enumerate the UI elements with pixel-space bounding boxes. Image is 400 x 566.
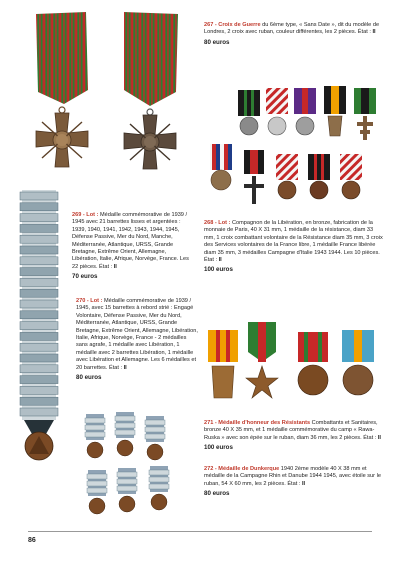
lot-268 <box>204 220 384 274</box>
medal-bar <box>85 418 105 423</box>
lot-description: 1940 2ème modèle 40 X 38 mm et médaille de la Campagne Rhin et Danube 1944 1945, avec étoile sur le ruban, 54 X 60 mm, les 2 pièces. État : <box>204 466 381 487</box>
lot-270 <box>76 298 198 381</box>
lot-number: 270 - Lot : <box>76 298 103 304</box>
medal-disc <box>119 496 135 512</box>
lot-number: 271 - Médaille d'honneur des Résistants <box>204 420 311 426</box>
medal-bar <box>145 434 165 439</box>
medal-bar <box>117 486 137 491</box>
lot-price: 100 euros <box>204 266 233 274</box>
medal-bar <box>20 365 58 373</box>
medal-bar <box>20 343 58 351</box>
medal-bar <box>20 235 58 243</box>
medal-bar <box>117 472 137 477</box>
lot-grade: II <box>113 263 117 270</box>
medal-bar <box>115 423 135 428</box>
lot-description: Compagnon de la Libération, en bronze, fabrication de la monnaie de Paris, 40 X 31 mm, 1 médaille de la résistance, diam 33 mm, 1 croix combattant volontaire de la Résistance diam 35 mm, 3 croix des Services volontaires de la France libre, 1 médaille France libérée diam 35 mm, 3 médailles Campagne d'Italie 1943 1944. Les 10 pièces. État : <box>204 220 383 264</box>
medal-disc <box>89 498 105 514</box>
medal-bar <box>20 214 58 222</box>
lot-price: 70 euros <box>72 273 98 281</box>
lot-number: 269 - Lot : <box>72 212 99 218</box>
medal-disc <box>87 442 103 458</box>
medal-bar <box>20 376 58 384</box>
lot-price: 80 euros <box>76 374 102 382</box>
medal-bar <box>149 484 169 489</box>
medal-disc <box>147 444 163 460</box>
lot-price: 100 euros <box>204 444 233 452</box>
medal-disc <box>151 494 167 510</box>
lot-271 <box>204 420 384 452</box>
lot-description: Combattants et Sanitaires, bronze 40 X 35 mm, et 1 médaille commémorative du camp « Rawa-Ruska » avec son épée sur le ruban, diam 36 mm, les 2 pièces. État : <box>204 420 378 441</box>
lot-grade: II <box>301 480 306 487</box>
page-number: 86 <box>28 537 36 544</box>
medal-bar <box>20 311 58 319</box>
lot-number: 272 - Médaille de Dunkerque <box>204 466 280 472</box>
medal-bar <box>117 479 137 484</box>
footer-rule <box>28 531 372 532</box>
medal-bar <box>20 278 58 286</box>
medal-bar <box>115 416 135 421</box>
medal-bar <box>20 354 58 362</box>
medal-bar <box>149 477 169 482</box>
medal-bar <box>20 408 58 416</box>
lot-grade: II <box>372 29 376 36</box>
lot-grade: II <box>123 364 127 371</box>
medal-bar <box>85 425 105 430</box>
medal-bar <box>20 289 58 297</box>
medal-bar <box>87 481 107 486</box>
lot-grade: II <box>218 257 222 264</box>
photo-lot-270 <box>80 410 198 528</box>
lot-269 <box>72 212 190 281</box>
medal-bar <box>20 332 58 340</box>
lot-description: Médaille commémorative de 1939 / 1945 avec 21 barrettes lisses et argentées : 1939, 1940, 1941, 1942, 1943, 1944, 1945, Défense Passive, Mer du Nord, Manche, Méditerranée, Atlantique, URSS, Grande Bretagne, Extrême Orient, Allemagne, Libération, Italie, Afrique, Norvège, France. Les 22 pièces. État : <box>72 212 189 270</box>
medal-bar <box>20 246 58 254</box>
medal-bar <box>145 427 165 432</box>
photo-lot-268 <box>204 80 384 210</box>
lot-description: Médaille commémorative de 1939 / 1945, avec 15 barrettes à rebord strié : Engagé Volontaire, Défense Passive, Mer du Nord, Méditerranée, Atlantique, URSS, Grande Bretagne, Extrême Orient, Allemagne, Libération, Italie, Afrique, Norvège, France - 2 médailles sans agrafe, 1 médaille avec Libération, 1 médaille avec 2 barrettes Libération, 1 médaille avec Libération et Allemagne. Les 6 médailles et 20 barrettes. État : <box>76 298 198 371</box>
medal-bar <box>145 420 165 425</box>
lot-price: 80 euros <box>204 490 230 498</box>
medal-bar <box>20 203 58 211</box>
medal-bar <box>115 430 135 435</box>
lot-267 <box>204 22 380 46</box>
medal-bar <box>20 192 58 200</box>
lot-272 <box>204 466 384 498</box>
lot-price: 80 euros <box>204 38 230 46</box>
medal-bar <box>20 397 58 405</box>
medal-bar <box>87 474 107 479</box>
medal-bar <box>20 322 58 330</box>
medal-bar <box>20 300 58 308</box>
medal-bar <box>20 224 58 232</box>
lot-number: 267 - Croix de Guerre <box>204 22 261 28</box>
medal-bar <box>20 257 58 265</box>
medal-bar <box>20 268 58 276</box>
photo-lot-269 <box>14 188 64 468</box>
medal-bar <box>20 386 58 394</box>
lot-description: du 6ème type, « Sans Date », dit du modèle de Londres, 2 croix avec ruban, couleur différentes, les 2 pièces. État : <box>204 22 380 36</box>
lot-number: 268 - Lot : <box>204 220 231 226</box>
medal-disc <box>117 440 133 456</box>
photo-croix-de-guerre <box>28 8 198 188</box>
medal-bar <box>149 470 169 475</box>
medal-bar <box>85 432 105 437</box>
lot-grade: II <box>377 434 381 441</box>
photo-lots-271-272 <box>204 318 384 418</box>
medal-bar <box>87 488 107 493</box>
